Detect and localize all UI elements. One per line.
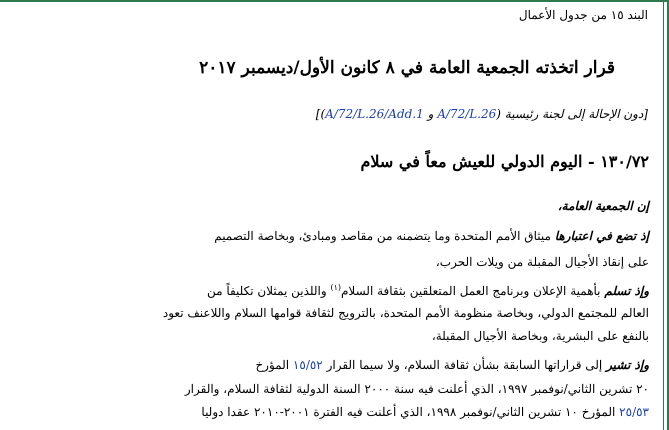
preamble-2-line-1 [20,283,649,298]
resolution-link-53-25[interactable]: ٢٥/٥٣ [619,405,649,419]
preamble-3-text-a: إلى قراراتها السابقة بشأن ثقافة السلام، ولا سيما القرار [322,358,607,372]
preamble-1-lead: إذ تضع في اعتبارها [554,229,649,243]
preamble-2-line-2: العالم للمجتمع الدولي، وبخاصة منظومة الأمم المتحدة، بالترويج لثقافة قوامها السلام واللاعنف تعود [162,306,649,320]
preamble-2-text-b: واللذين يمثلان تكليفاً من [206,284,331,298]
resolution-link-52-15[interactable]: ١٥/٥٢ [292,358,323,372]
document-link-l26[interactable]: A/72/L.26 [437,107,497,121]
page-border-right-inner [663,0,664,430]
referral-prefix: [دون الإحالة إلى لجنة رئيسية ( [496,107,648,121]
referral-conjunction: و [423,107,438,121]
preamble-3-line-2: ٢٠ تشرين الثاني/نوفمبر ١٩٩٧، الذي أعلنت فيه سنة ٢٠٠٠ السنة الدولية لثقافة السلام، والقرار [184,382,649,396]
preamble-2-lead: وإذ تسلم [604,284,649,298]
footnote-marker[interactable]: (١) [330,283,341,292]
opening-phrase: إن الجمعية العامة، [557,199,649,213]
resolution-heading: ١٣٠/٧٢ - اليوم الدولي للعيش معاً في سلام [360,152,649,171]
document-link-l26-add1[interactable]: A/72/L.26/Add.1 [325,107,424,121]
preamble-3-line-1 [20,358,649,372]
referral-note [316,107,648,121]
preamble-2-text-a: بأهمية الإعلان وبرنامج العمل المتعلقين بثقافة السلام [341,284,605,298]
preamble-1-text: ميثاق الأمم المتحدة وما يتضمنه من مقاصد ومبادئ، وبخاصة التصميم [214,229,555,243]
resolution-title: قرار اتخذته الجمعية العامة في ٨ كانون الأول/ديسمبر ٢٠١٧ [199,58,615,78]
preamble-1-line-1 [20,229,649,243]
referral-suffix: )] [315,107,326,121]
preamble-3-lead: وإذ تشير [606,358,649,372]
preamble-1-line-2: على إنقاذ الأجيال المقبلة من ويلات الحرب، [435,255,649,269]
preamble-3-text-b: المؤرخ [255,358,293,372]
agenda-item: البند ١٥ من جدول الأعمال [518,8,648,22]
preamble-2-line-3: بالنفع على البشرية، وبخاصة الأجيال المقبلة، [431,329,649,343]
preamble-3-line-3 [20,405,649,419]
page-border-top [0,0,669,2]
preamble-3-text-c: المؤرخ ١٠ تشرين الثاني/نوفمبر ١٩٩٨، الذي أعلنت فيه الفترة ٢٠٠١-٢٠١٠ عقدا دوليا [201,405,620,419]
